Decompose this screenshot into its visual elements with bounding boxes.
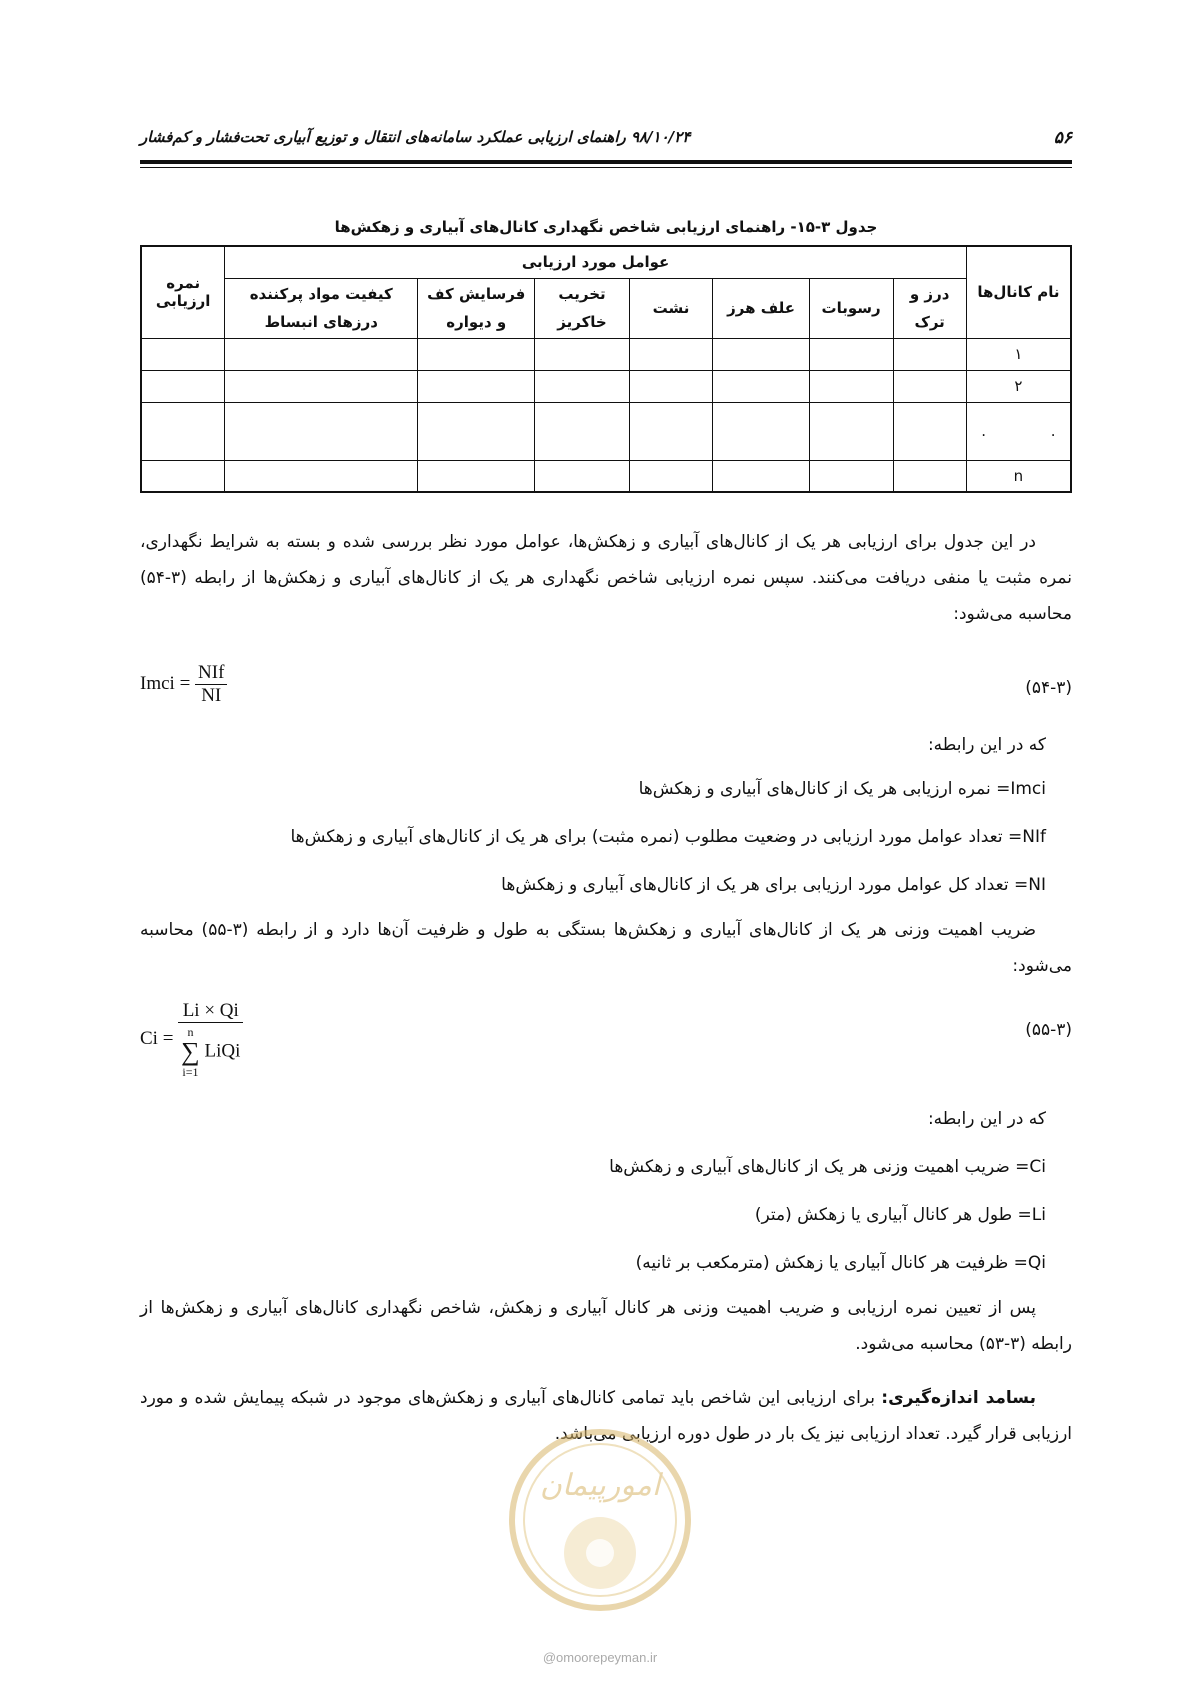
table-row	[141, 370, 1071, 402]
definition-text: = تعداد عوامل مورد ارزیابی در وضعیت مطلوب (نمره مثبت) برای هر یک از کانال‌های آبیاری و زهکش‌ها	[290, 827, 1023, 847]
evaluation-table	[140, 245, 1072, 493]
col-header-factor: تخریب خاکریز	[535, 278, 629, 338]
eq54-lhs: Imci =	[140, 672, 191, 694]
eq55-lhs: Ci =	[140, 1027, 174, 1049]
row-label: n	[966, 460, 1071, 492]
watermark-logo-text: امورپیمان	[539, 1468, 661, 1503]
table-caption: جدول ۳-۱۵- راهنمای ارزیابی شاخص نگهداری کانال‌های آبیاری و زهکش‌ها	[334, 218, 878, 236]
sum-term: LiQi	[204, 1040, 241, 1062]
running-title: ۹۸/۱۰/۲۴ راهنمای ارزیابی عملکرد سامانه‌های انتقال و توزیع آبیاری تحت‌فشار و کم‌فشار	[140, 128, 691, 146]
eq55-denominator	[178, 1023, 243, 1079]
definition-item	[140, 772, 1046, 806]
header-rule-thick	[140, 160, 1072, 164]
definition-symbol: Li	[1031, 1205, 1046, 1225]
equation-55	[140, 1000, 243, 1079]
col-header-factor: کیفیت مواد پرکننده درزهای انبساط	[225, 278, 418, 338]
col-header-factor: نشت	[629, 278, 713, 338]
definition-item	[140, 1150, 1046, 1184]
sum-upper-limit: n	[187, 1025, 194, 1039]
eq54-denominator: NI	[201, 685, 222, 706]
where-label-2: که در این رابطه:	[927, 1109, 1046, 1129]
paragraph-weight: ضریب اهمیت وزنی هر یک از کانال‌های آبیاری و زهکش‌ها بستگی به طول و ظرفیت آن‌ها دارد و از رابطه (۳-۵۵) محاسبه می‌شود:	[140, 920, 1072, 976]
equation-54-number: (۵۴-۳)	[1025, 678, 1072, 698]
definition-text: = طول هر کانال آبیاری یا زهکش (متر)	[754, 1205, 1032, 1225]
definition-item	[140, 1198, 1046, 1232]
page-header	[140, 128, 1072, 154]
eq55-fraction	[178, 1000, 243, 1079]
col-header-factor: درز و ترک	[893, 278, 966, 338]
row-label: ۲	[966, 370, 1071, 402]
equation-55-number: (۵۵-۳)	[1025, 1020, 1072, 1040]
col-header-score: نمره ارزیابی	[141, 246, 225, 338]
table-row	[141, 402, 1071, 460]
table-row	[141, 338, 1071, 370]
definition-text: = ظرفیت هر کانال آبیاری یا زهکش (مترمکعب بر ثانیه)	[635, 1253, 1028, 1273]
definition-text: = نمره ارزیابی هر یک از کانال‌های آبیاری و زهکش‌ها	[638, 779, 1011, 799]
watermark-url: @omoorepeyman.ir	[542, 1650, 658, 1665]
definition-item	[140, 868, 1046, 902]
definition-symbol: Imci	[1010, 779, 1046, 799]
definition-text: = تعداد کل عوامل مورد ارزیابی برای هر یک از کانال‌های آبیاری و زهکش‌ها	[501, 875, 1029, 895]
definition-symbol: Qi	[1027, 1253, 1046, 1273]
col-header-factor: علف هرز	[713, 278, 809, 338]
where-label-1: که در این رابطه:	[927, 735, 1046, 755]
row-label: ۱	[966, 338, 1071, 370]
col-header-factor: فرسایش کف و دیواره	[418, 278, 535, 338]
definition-symbol: Ci	[1029, 1157, 1046, 1177]
table-row	[141, 460, 1071, 492]
group-header-factors: عوامل مورد ارزیابی	[225, 246, 966, 278]
definition-text: = ضریب اهمیت وزنی هر یک از کانال‌های آبیاری و زهکش‌ها	[609, 1157, 1030, 1177]
definition-symbol: NIf	[1022, 827, 1046, 847]
equation-54	[140, 662, 227, 707]
row-label: . .	[966, 402, 1071, 460]
sigma-block	[181, 1025, 200, 1079]
col-header-factor: رسوبات	[809, 278, 893, 338]
page-number: ۵۶	[1053, 128, 1072, 148]
paragraph-index: پس از تعیین نمره ارزیابی و ضریب اهمیت وزنی هر کانال آبیاری و زهکش، شاخص نگهداری کانال‌های آبیاری و زهکش‌ها از رابطه (۳-۵۳) محاسبه می‌شود.	[140, 1298, 1072, 1354]
definition-item	[140, 820, 1046, 854]
eq54-fraction	[195, 662, 227, 707]
eq54-numerator: NIf	[195, 662, 227, 685]
frequency-heading: بسامد اندازه‌گیری:	[881, 1388, 1036, 1408]
paragraph-intro: در این جدول برای ارزیابی هر یک از کانال‌های آبیاری و زهکش‌ها، عوامل مورد نظر بررسی شده و بسته به شرایط نگهداری، نمره مثبت یا منفی دریافت می‌کنند. سپس نمره ارزیابی شاخص نگهداری هر یک از کانال‌های آبیاری و زهکش‌ها از رابطه (۳-۵۴) محاسبه می‌شود:	[140, 532, 1072, 624]
sigma-icon: ∑	[181, 1037, 200, 1066]
eq55-numerator: Li × Qi	[178, 1000, 243, 1023]
watermark-logo	[505, 1425, 695, 1615]
definition-item	[140, 1246, 1046, 1280]
definition-symbol: NI	[1028, 875, 1046, 895]
col-header-channel-name: نام کانال‌ها	[966, 246, 1071, 338]
sum-lower-limit: i=1	[182, 1065, 199, 1079]
header-rule-thin	[140, 167, 1072, 168]
frequency-text: برای ارزیابی این شاخص باید تمامی کانال‌های آبیاری و زهکش‌های موجود در شبکه پیمایش شده و مورد ارزیابی قرار گیرد. تعداد ارزیابی نیز یک بار در طول دوره ارزیابی می‌باشد.	[140, 1388, 1072, 1444]
